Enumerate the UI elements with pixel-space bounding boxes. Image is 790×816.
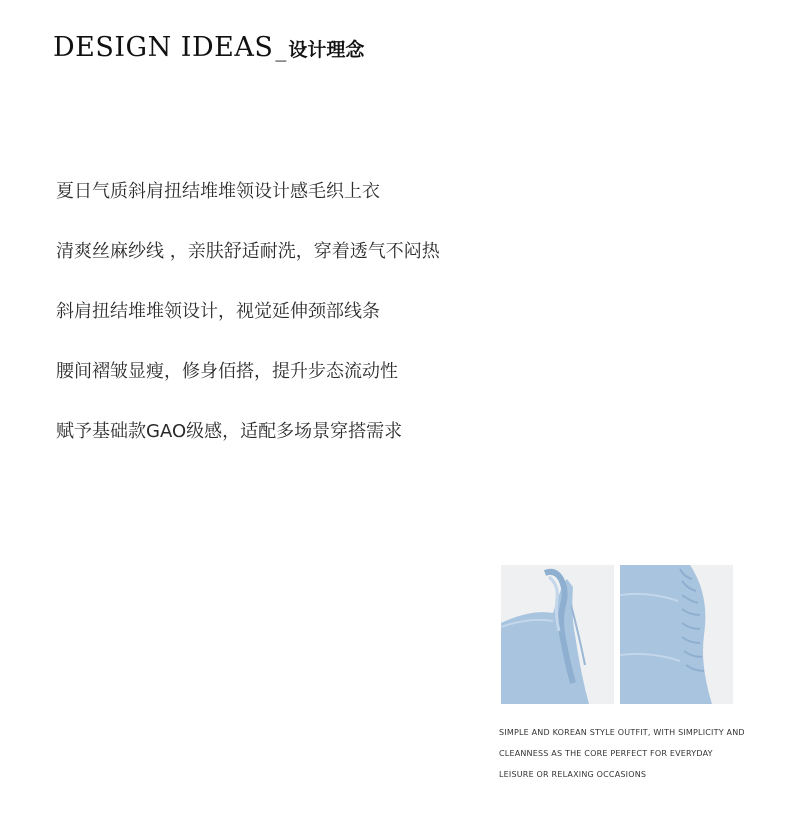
caption-line: SIMPLE AND KOREAN STYLE OUTFIT, WITH SIMPLICITY AND (499, 728, 745, 737)
caption-block (499, 722, 759, 785)
page-title-en: DESIGN IDEAS (53, 32, 274, 63)
page-title-cn: 设计理念 (288, 39, 365, 61)
feature-list (56, 179, 440, 479)
feature-item: 腰间褶皱显瘦，修身佰搭，提升步态流动性 (56, 361, 398, 382)
waist-ruching-photo (620, 565, 733, 704)
feature-item: 夏日气质斜肩扭结堆堆领设计感毛织上衣 (56, 181, 380, 202)
title-separator: _ (275, 37, 287, 62)
product-detail-photos (501, 565, 733, 704)
caption-line: CLEANNESS AS THE CORE PERFECT FOR EVERYDAY (499, 749, 713, 758)
shoulder-knot-photo (501, 565, 614, 704)
page-header (53, 32, 364, 63)
caption-line: LEISURE OR RELAXING OCCASIONS (499, 770, 647, 779)
feature-item: 赋予基础款GAO级感，适配多场景穿搭需求 (56, 421, 403, 442)
feature-item: 斜肩扭结堆堆领设计，视觉延伸颈部线条 (56, 301, 380, 322)
feature-item: 清爽丝麻纱线 ，亲肤舒适耐洗，穿着透气不闷热 (56, 241, 440, 262)
